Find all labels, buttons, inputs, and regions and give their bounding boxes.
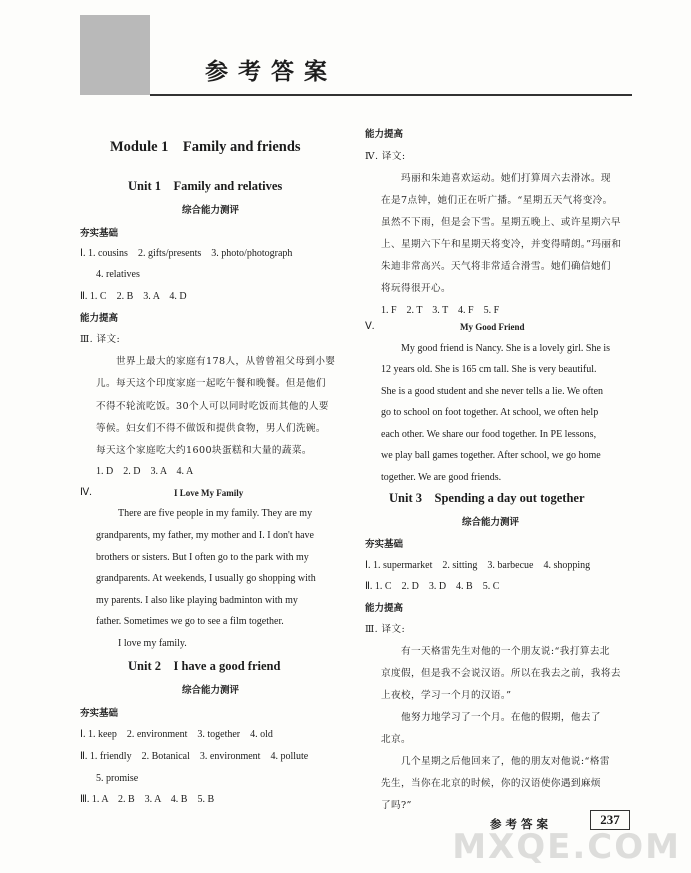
composition-line: go to school on foot together. At school, we often help <box>381 407 599 418</box>
question-label: Ⅲ. 译文: <box>365 624 406 635</box>
composition-line: together. We are good friends. <box>381 472 502 483</box>
unit3-subheading: 综合能力测评 <box>462 517 520 528</box>
composition-line: There are five people in my family. They are my <box>118 508 313 519</box>
translation-line: 在是7点钟，她们正在听广播。“星期五天气将变冷。 <box>381 195 613 206</box>
section-label: 能力提高 <box>365 129 404 140</box>
translation-line: 几个星期之后他回来了，他的朋友对他说:“格雷 <box>401 756 610 767</box>
unit1-heading: Unit 1 Family and relatives <box>128 179 283 193</box>
translation-line: 等候。妇女们不得不做饭和提供食物，男人们洗碗。 <box>96 423 326 434</box>
header-rule <box>150 94 632 96</box>
composition-line: grandparents, my father, my mother and I. I don't have <box>96 530 314 541</box>
composition-line: grandparents. At weekends, I usually go shopping with <box>96 573 316 584</box>
translation-line: 京度假，但是我不会说汉语。所以在我去之前，我将去 <box>381 668 621 679</box>
module-heading: Module 1 Family and friends <box>110 139 301 155</box>
translation-line: 世界上最大的家庭有178人，从曾曾祖父母到小婴 <box>116 356 336 367</box>
section-label: 夯实基础 <box>365 539 404 550</box>
composition-line: we play ball games together. After school, we go home <box>381 450 601 461</box>
translation-line: 玛丽和朱迪喜欢运动。她们打算周六去滑冰。现 <box>401 173 611 184</box>
page-title: 参考答案 <box>205 59 337 85</box>
composition-line: brothers or sisters. But I often go to the park with my <box>96 552 309 563</box>
translation-line: 将玩得很开心。 <box>381 283 451 294</box>
section-label: 能力提高 <box>365 603 404 614</box>
translation-line: 朱迪非常高兴。天气将非常适合滑雪。她们确信她们 <box>381 261 611 272</box>
section-label: 夯实基础 <box>80 708 119 719</box>
answer-line: Ⅰ. 1. keep 2. environment 3. together 4. old <box>80 729 273 740</box>
answer-line: Ⅱ. 1. C 2. B 3. A 4. D <box>80 291 187 302</box>
answer-line: Ⅲ. 1. A 2. B 3. A 4. B 5. B <box>80 794 215 805</box>
unit2-heading: Unit 2 I have a good friend <box>128 659 281 673</box>
unit1-subheading: 综合能力测评 <box>182 205 240 216</box>
translation-line: 了吗?” <box>381 800 412 811</box>
answer-line: 4. relatives <box>96 269 140 280</box>
composition-title: My Good Friend <box>460 322 525 332</box>
translation-line: 不得不轮流吃饭。30个人可以同时吃饭而其他的人要 <box>96 401 329 412</box>
question-label: Ⅴ. <box>365 321 375 332</box>
translation-line: 虽然不下雨，但是会下雪。星期五晚上、或许星期六早 <box>381 217 621 228</box>
answer-line: 1. D 2. D 3. A 4. A <box>96 466 194 477</box>
composition-line: My good friend is Nancy. She is a lovely girl. She is <box>401 343 611 354</box>
composition-line: She is a good student and she never tells a lie. We often <box>381 386 604 397</box>
header-gray-block <box>80 15 150 95</box>
unit2-subheading: 综合能力测评 <box>182 685 240 696</box>
composition-line: my parents. I also like playing badminton with my <box>96 595 298 606</box>
footer-label: 参考答案 <box>490 817 552 831</box>
translation-line: 先生，当你在北京的时候，你的汉语使你遇到麻烦 <box>381 778 601 789</box>
answer-line: Ⅱ. 1. friendly 2. Botanical 3. environment 4. pollute <box>80 751 309 762</box>
translation-line: 有一天格雷先生对他的一个朋友说:“我打算去北 <box>401 646 610 657</box>
unit3-heading: Unit 3 Spending a day out together <box>389 491 585 505</box>
question-label: Ⅳ. 译文: <box>365 151 406 162</box>
translation-line: 上、星期六下午和星期天将变冷，并变得晴朗。”玛丽和 <box>381 239 622 250</box>
composition-line: I love my family. <box>118 638 187 649</box>
watermark: MXQE.COM <box>452 827 681 867</box>
answer-line: Ⅱ. 1. C 2. D 3. D 4. B 5. C <box>365 581 500 592</box>
answer-line: 5. promise <box>96 773 139 784</box>
composition-line: each other. We share our food together. In PE lessons, <box>381 429 597 440</box>
translation-line: 儿。每天这个印度家庭一起吃午餐和晚餐。但是他们 <box>96 378 326 389</box>
composition-title: I Love My Family <box>174 488 244 498</box>
question-label: Ⅳ. <box>80 487 92 498</box>
translation-line: 他努力地学习了一个月。在他的假期，他去了 <box>401 712 601 723</box>
question-label: Ⅲ. 译文: <box>80 334 121 345</box>
composition-line: father. Sometimes we go to see a film together. <box>96 616 284 627</box>
translation-line: 北京。 <box>381 734 411 745</box>
translation-line: 每天这个家庭吃大约1600块蛋糕和大量的蔬菜。 <box>96 445 312 456</box>
page-number: 237 <box>590 810 630 830</box>
answer-line: Ⅰ. 1. supermarket 2. sitting 3. barbecue 4. shopping <box>365 560 591 571</box>
answer-line: Ⅰ. 1. cousins 2. gifts/presents 3. photo/photograph <box>80 248 293 259</box>
section-label: 夯实基础 <box>80 228 119 239</box>
composition-line: 12 years old. She is 165 cm tall. She is very beautiful. <box>381 364 597 375</box>
translation-line: 上夜校，学习一个月的汉语。” <box>381 690 512 701</box>
section-label: 能力提高 <box>80 313 119 324</box>
answer-line: 1. F 2. T 3. T 4. F 5. F <box>381 305 500 316</box>
